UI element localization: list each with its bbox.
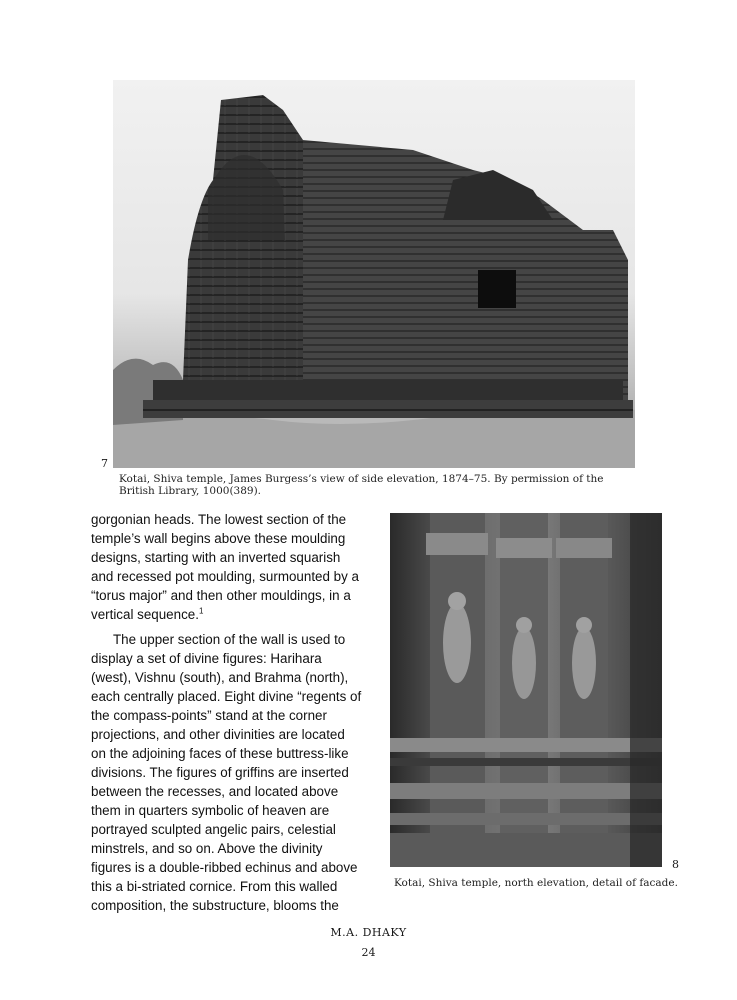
footnote-marker: 1: [198, 606, 204, 616]
facade-detail-image: [390, 513, 662, 867]
figure-7-number: 7: [101, 457, 108, 470]
paragraph-1-text: gorgonian heads. The lowest section of the temple’s wall begins above these moulding designs, starting with an inverted squarish and recessed pot moulding, surmounted by a “torus major” and then other mouldings, in a vertical sequence.: [91, 512, 359, 622]
figure-7-photo: [113, 80, 635, 468]
paragraph-1: [91, 510, 363, 624]
figure-8-number: 8: [672, 858, 679, 871]
figure-8-caption: Kotai, Shiva temple, north elevation, detail of facade.: [394, 877, 678, 889]
figure-8-photo: [390, 513, 662, 867]
page-number: 24: [361, 946, 376, 959]
temple-side-elevation-image: [113, 80, 635, 468]
body-text: [91, 510, 363, 915]
paragraph-2: The upper section of the wall is used to display a set of divine figures: Harihara (west), Vishnu (south), and Brahma (north), each centrally placed. Eight divine “regents of the compass-points” stand at the corner projections, and other divinities are located on the adjoining faces of these buttress-like divisions. The figures of griffins are inserted between the recesses, and located above them in quarters symbolic of heaven are portrayed sculpted angelic pairs, celestial minstrels, and so on. Above the divinity figures is a double-ribbed echinus and above this a bi-striated cornice. From this walled composition, the substructure, blooms the: [91, 632, 362, 913]
figure-7-caption: Kotai, Shiva temple, James Burgess’s view of side elevation, 1874–75. By permission of the British Library, 1000(389).: [119, 473, 604, 497]
running-footer-author: M.A. DHAKY: [330, 926, 407, 939]
